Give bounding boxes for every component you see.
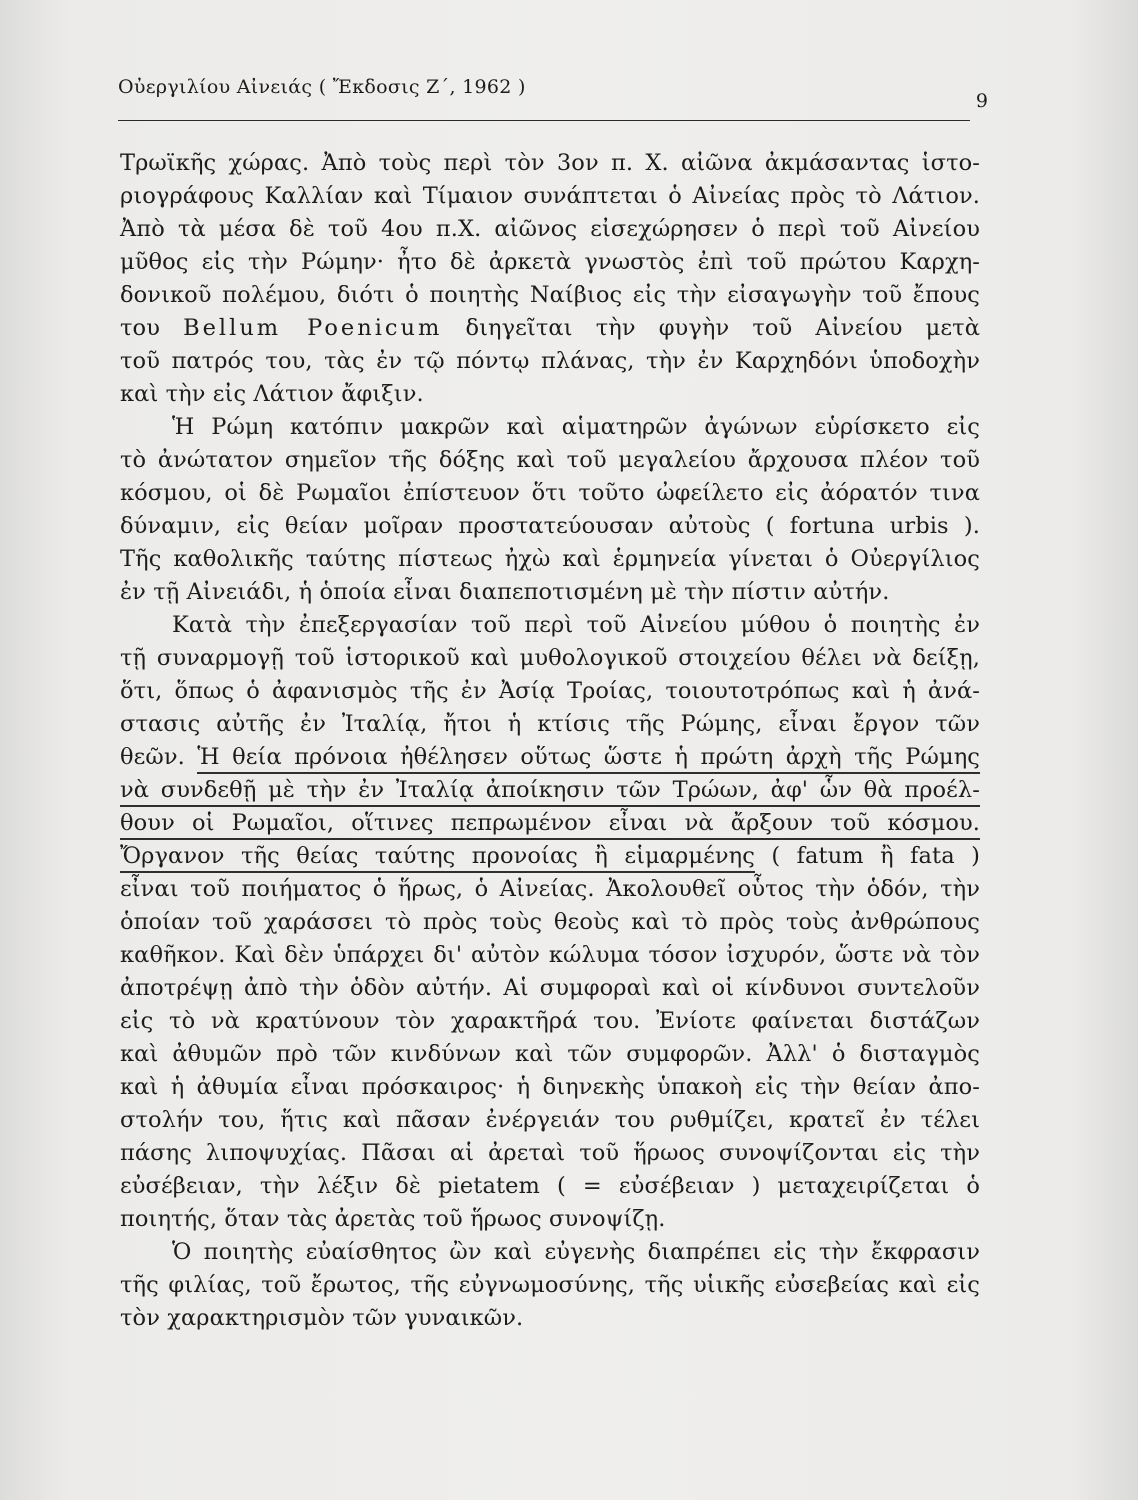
underlined-text: νὰ συνδεθῇ μὲ τὴν ἐν Ἰταλίᾳ ἀποίκησιν τῶν Τρώων, ἀφ' ὧν θὰ προέλ- xyxy=(120,777,980,807)
text-line: εἶναι τοῦ ποιήματος ὁ ἥρως, ὁ Αἰνείας. Ἀκολουθεῖ οὗτος τὴν ὁδόν, τὴν xyxy=(120,876,980,902)
text-line xyxy=(120,742,980,772)
text-span: διηγεῖται τὴν φυγὴν τοῦ Αἰνείου μετὰ xyxy=(442,315,980,341)
text-line xyxy=(120,313,980,343)
text-line: ἐν τῇ Αἰνειάδι, ἡ ὁποία εἶναι διαπεποτισμένη μὲ τὴν πίστιν αὐτήν. xyxy=(120,579,890,605)
paragraph-start-line: Ἡ Ρώμη κατόπιν μακρῶν καὶ αἱματηρῶν ἀγώνων εὑρίσκετο εἰς xyxy=(172,414,980,440)
text-line: εὐσέβειαν, τὴν λέξιν δὲ pietatem ( = εὐσέβειαν ) μεταχειρίζεται ὁ xyxy=(120,1173,980,1199)
text-line xyxy=(120,808,980,838)
text-line: πάσης λιποψυχίας. Πᾶσαι αἱ ἀρεταὶ τοῦ ἥρωος συνοψίζονται εἰς τὴν xyxy=(120,1140,980,1166)
text-span: ( fatum ἢ fata ) xyxy=(754,843,980,869)
text-line: ριογράφους Καλλίαν καὶ Τίμαιον συνάπτεται ὁ Αἰνείας πρὸς τὸ Λάτιον. xyxy=(120,183,980,209)
text-line: καθῆκον. Καὶ δὲν ὑπάρχει δι' αὐτὸν κώλυμα τόσον ἰσχυρόν, ὥστε νὰ τὸν xyxy=(120,942,980,968)
text-line: δονικοῦ πολέμου, διότι ὁ ποιητὴς Ναίβιος εἰς τὴν εἰσαγωγὴν τοῦ ἔπους xyxy=(120,282,980,308)
text-line: τὸ ἀνώτατον σημεῖον τῆς δόξης καὶ τοῦ μεγαλείου ἄρχουσα πλέον τοῦ xyxy=(120,447,980,473)
latin-title: Bellum Poenicum xyxy=(183,315,443,341)
underlined-text: Ἡ θεία πρόνοια ἠθέλησεν οὕτως ὥστε ἡ πρώτη ἀρχὴ τῆς Ρώμης xyxy=(197,744,980,774)
text-line: μῦθος εἰς τὴν Ρώμην· ἦτο δὲ ἀρκετὰ γνωστὸς ἐπὶ τοῦ πρώτου Καρχη- xyxy=(120,249,980,275)
page-header xyxy=(118,76,988,124)
text-line: Τῆς καθολικῆς ταύτης πίστεως ἠχὼ καὶ ἑρμηνεία γίνεται ὁ Οὐεργίλιος xyxy=(120,546,980,572)
text-line: καὶ ἀθυμῶν πρὸ τῶν κινδύνων καὶ τῶν συμφορῶν. Ἀλλ' ὁ δισταγμὸς xyxy=(120,1041,980,1067)
text-span: θεῶν. xyxy=(120,744,198,770)
text-line: ποιητής, ὅταν τὰς ἀρετὰς τοῦ ἥρωος συνοψίζῃ. xyxy=(120,1206,666,1232)
text-line: τῆς φιλίας, τοῦ ἔρωτος, τῆς εὐγνωμοσύνης, τῆς υἱικῆς εὐσεβείας καὶ εἰς xyxy=(120,1272,980,1298)
text-line: καὶ τὴν εἰς Λάτιον ἄφιξιν. xyxy=(120,381,424,407)
text-line: τοῦ πατρός του, τὰς ἐν τῷ πόντῳ πλάνας, τὴν ἐν Καρχηδόνι ὑποδοχὴν xyxy=(120,348,980,374)
text-line: καὶ ἡ ἀθυμία εἶναι πρόσκαιρος· ἡ διηνεκὴς ὑπακοὴ εἰς τὴν θείαν ἀπο- xyxy=(120,1074,980,1100)
page-number: 9 xyxy=(975,90,988,112)
text-line: Ἀπὸ τὰ μέσα δὲ τοῦ 4ου π.Χ. αἰῶνος εἰσεχώρησεν ὁ περὶ τοῦ Αἰνείου xyxy=(120,216,980,242)
text-line: εἰς τὸ νὰ κρατύνουν τὸν χαρακτῆρά του. Ἐνίοτε φαίνεται διστάζων xyxy=(120,1008,980,1034)
header-rule xyxy=(118,120,970,121)
text-line xyxy=(120,775,980,805)
running-title: Οὐεργιλίου Αἰνειάς ( Ἔκδοσις Ζ΄, 1962 ) xyxy=(118,76,526,98)
text-line: ἀποτρέψῃ ἀπὸ τὴν ὁδὸν αὐτήν. Αἱ συμφοραὶ καὶ οἱ κίνδυνοι συντελοῦν xyxy=(120,975,980,1001)
text-line: ὅτι, ὅπως ὁ ἀφανισμὸς τῆς ἐν Ἀσίᾳ Τροίας, τοιουτοτρόπως καὶ ἡ ἀνά- xyxy=(120,678,980,704)
underlined-text: Ὄργανον τῆς θείας ταύτης προνοίας ἢ εἱμαρμένης xyxy=(120,843,755,873)
paragraph-start-line: Ὁ ποιητὴς εὐαίσθητος ὢν καὶ εὐγενὴς διαπρέπει εἰς τὴν ἔκφρασιν xyxy=(172,1239,980,1265)
paragraph-start-line: Κατὰ τὴν ἐπεξεργασίαν τοῦ περὶ τοῦ Αἰνείου μύθου ὁ ποιητὴς ἐν xyxy=(172,612,980,638)
text-line xyxy=(120,841,980,871)
text-line: τῇ συναρμογῇ τοῦ ἱστορικοῦ καὶ μυθολογικοῦ στοιχείου θέλει νὰ δείξῃ, xyxy=(120,645,980,671)
text-line: στασις αὐτῆς ἐν Ἰταλίᾳ, ἤτοι ἡ κτίσις τῆς Ρώμης, εἶναι ἔργον τῶν xyxy=(120,711,980,737)
text-line: στολήν του, ἥτις καὶ πᾶσαν ἐνέργειάν του ρυθμίζει, κρατεῖ ἐν τέλει xyxy=(120,1107,980,1133)
text-line: τὸν χαρακτηρισμὸν τῶν γυναικῶν. xyxy=(120,1305,524,1331)
underlined-text: θουν οἱ Ρωμαῖοι, οἵτινες πεπρωμένον εἶναι νὰ ἄρξουν τοῦ κόσμου. xyxy=(120,810,980,840)
text-line: Τρωϊκῆς χώρας. Ἀπὸ τοὺς περὶ τὸν 3ον π. Χ. αἰῶνα ἀκμάσαντας ἱστο- xyxy=(120,150,980,176)
text-line: ὁποίαν τοῦ χαράσσει τὸ πρὸς τοὺς θεοὺς καὶ τὸ πρὸς τοὺς ἀνθρώπους xyxy=(120,909,980,935)
text-line: δύναμιν, εἰς θείαν μοῖραν προστατεύουσαν αὐτοὺς ( fortuna urbis ). xyxy=(120,513,980,539)
text-span: του xyxy=(120,315,184,341)
text-line: κόσμου, οἱ δὲ Ρωμαῖοι ἐπίστευον ὅτι τοῦτο ὠφείλετο εἰς ἀόρατόν τινα xyxy=(120,480,980,506)
